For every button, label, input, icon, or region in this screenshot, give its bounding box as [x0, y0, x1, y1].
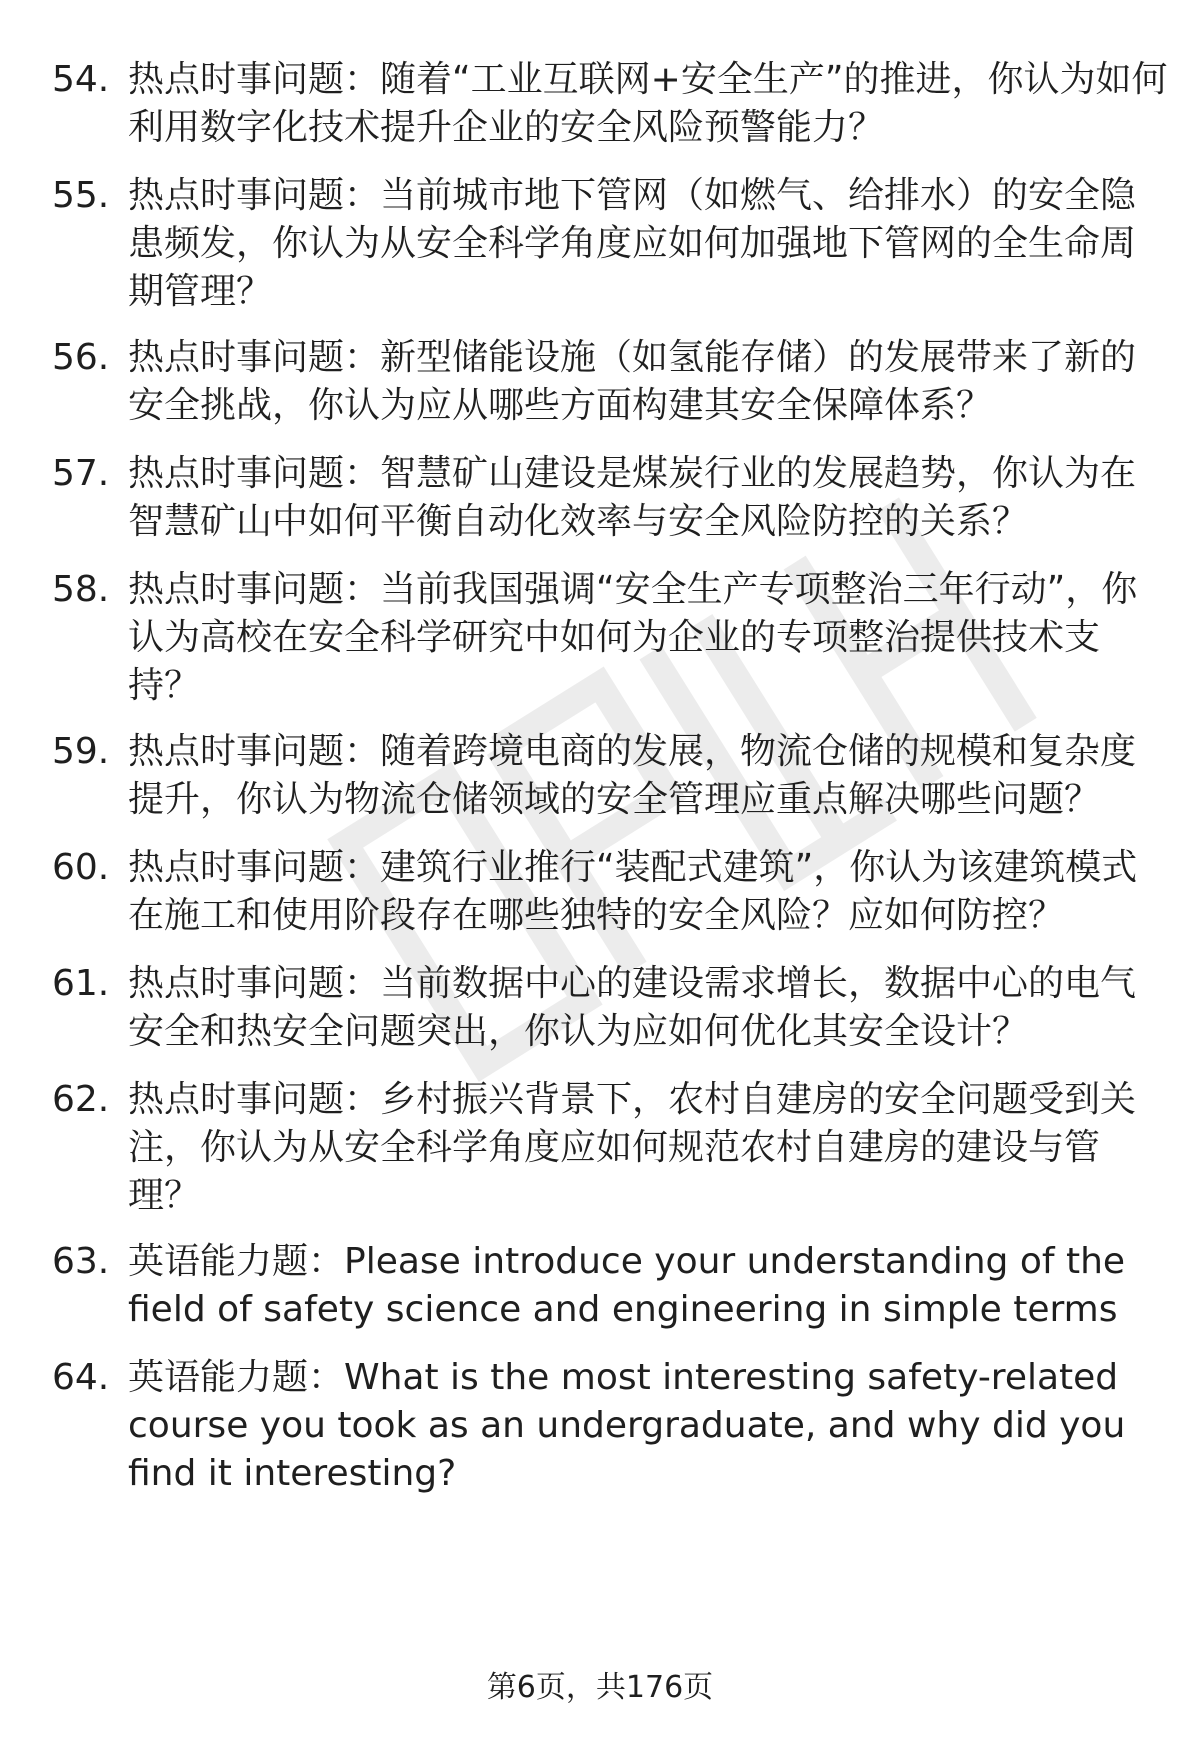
question-item: [52, 960, 1172, 1056]
question-item: [52, 334, 1172, 430]
question-item: [52, 1238, 1172, 1334]
question-text: 热点时事问题：乡村振兴背景下，农村自建房的安全问题受到关注，你认为从安全科学角度应如何规范农村自建房的建设与管理？: [128, 1079, 1137, 1216]
question-item: [52, 450, 1172, 546]
question-number: 64.: [52, 1357, 110, 1398]
question-number: 59.: [52, 731, 110, 772]
question-number: 61.: [52, 963, 110, 1004]
question-item: [52, 844, 1172, 940]
question-text: 热点时事问题：建筑行业推行“装配式建筑”，你认为该建筑模式在施工和使用阶段存在哪些独特的安全风险？应如何防控？: [128, 847, 1138, 936]
page-footer: 第6页，共176页: [486, 1670, 714, 1705]
question-number: 60.: [52, 847, 110, 888]
question-text: 热点时事问题：随着“工业互联网+安全生产”的推进，你认为如何利用数字化技术提升企业的安全风险预警能力？: [128, 59, 1168, 148]
question-number: 63.: [52, 1241, 110, 1282]
question-number: 54.: [52, 59, 110, 100]
question-number: 62.: [52, 1079, 110, 1120]
question-number: 56.: [52, 337, 110, 378]
question-number: 58.: [52, 569, 110, 610]
question-item: [52, 56, 1172, 152]
question-number: 57.: [52, 453, 110, 494]
question-item: [52, 728, 1172, 824]
question-text: 热点时事问题：当前我国强调“安全生产专项整治三年行动”，你认为高校在安全科学研究中如何为企业的专项整治提供技术支持？: [128, 569, 1138, 706]
question-text: 英语能力题：Please introduce your understanding of the field of safety science and engineering in simple terms: [128, 1241, 1126, 1330]
question-text: 热点时事问题：当前城市地下管网（如燃气、给排水）的安全隐患频发，你认为从安全科学角度应如何加强地下管网的全生命周期管理？: [128, 175, 1137, 312]
question-item: [52, 172, 1172, 316]
question-text: 热点时事问题：新型储能设施（如氢能存储）的发展带来了新的安全挑战，你认为应从哪些方面构建其安全保障体系？: [128, 337, 1137, 426]
question-text: 英语能力题：What is the most interesting safety-related course you took as an undergraduate, and why did you find it interesting?: [128, 1357, 1126, 1494]
question-text: 热点时事问题：随着跨境电商的发展，物流仓储的规模和复杂度提升，你认为物流仓储领域的安全管理应重点解决哪些问题？: [128, 731, 1137, 820]
question-item: [52, 1076, 1172, 1220]
question-text: 热点时事问题：当前数据中心的建设需求增长，数据中心的电气安全和热安全问题突出，你认为应如何优化其安全设计？: [128, 963, 1137, 1052]
question-number: 55.: [52, 175, 110, 216]
question-item: [52, 566, 1172, 710]
question-text: 热点时事问题：智慧矿山建设是煤炭行业的发展趋势，你认为在智慧矿山中如何平衡自动化效率与安全风险防控的关系？: [128, 453, 1137, 542]
question-item: [52, 1354, 1172, 1498]
